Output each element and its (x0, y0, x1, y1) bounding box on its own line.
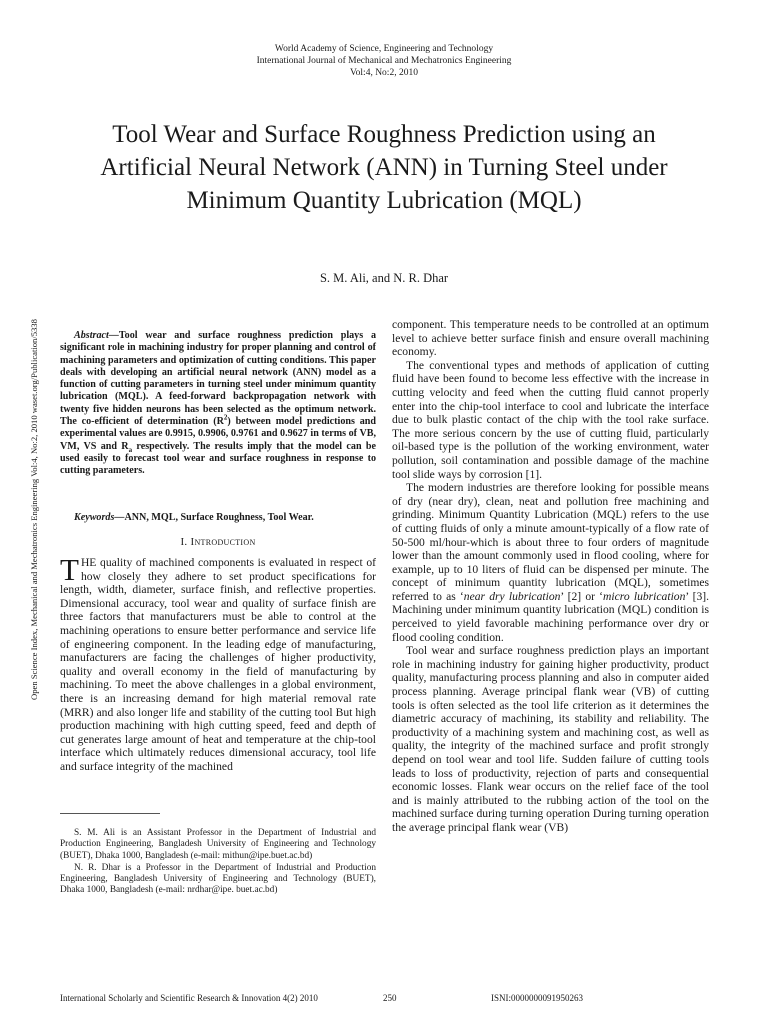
abstract-text: Tool wear and surface roughness prediction plays a significant role in machining industry for proper planning and control of machining parameters and optimization of cutting conditions. This paper deals with developing an artificial neural network (ANN) model as a function of cutting parameters in turning steel under minimum quantity lubrication (MQL). A feed-forward backpropagation network with twenty five hidden neurons has been selected as the optimum network. The co-efficient of determination (R (60, 330, 376, 428)
journal-subtitle: International Journal of Mechanical and Mechatronics Engineering (256, 56, 512, 66)
side-watermark-link[interactable]: Open Science Index, Mechanical and Mechatronics Engineering Vol:4, No:2, 2010 waset.org/Publication/5338 (29, 319, 39, 700)
footnote-divider (60, 813, 160, 814)
near-dry-lubrication-term: near dry lubrication (463, 589, 561, 603)
paragraph-tool-wear: Tool wear and surface roughness prediction plays an important role in machining industry for gaining higher productivity, product quality, manufacturing process planning and also in computer aided process planning. Average principal flank wear (VB) of cutting tools is often selected as the tool life criterion as it determines the diametric accuracy of machining, its stability and reliability. The productivity of a machining system and machining cost, as well as quality, the integrity of the machined surface and profit strongly depend on tool wear and tool life. Sudden failure of cutting tools leads to loss of productivity, rejection of parts and consequential economic losses. Flank wear occurs on the relief face of the tool and is mainly attributed to the rubbing action of the tool on the machined surface during turning operation During turning operation the average principal flank wear (VB) (392, 644, 709, 834)
paragraph-cutting-fluid: The conventional types and methods of application of cutting fluid have been found to become less effective with the increase in cutting velocity and feed when the cutting fluid cannot properly enter into the chip-tool interface to cool and lubricate the interface due to bulk plastic contact of the chip with the tool rake surface. The more serious concern by the use of cutting fluid, particularly oil-based type is the pollution of the working environment, water pollution, soil contamination and possible damage of the machine tool slide ways by corrosion [1]. (392, 358, 709, 481)
section-number: I. (180, 536, 188, 548)
introduction-body (60, 552, 376, 774)
right-column-body (392, 318, 709, 835)
footnotes (60, 828, 376, 898)
footer-publisher: International Scholarly and Scientific Research & Innovation 4(2) 2010 (60, 993, 318, 1003)
abstract-text-2: ) between model predictions and experimental values are 0.9915, 0.9906, 0.9761 and 0.9627 in terms of VB, VM, VS and R (60, 416, 376, 452)
keywords-label: Keywords— (74, 512, 125, 523)
ra-subscript: a (128, 445, 133, 454)
abstract-label: Abstract— (74, 330, 119, 341)
paper-authors: S. M. Ali, and N. R. Dhar (319, 271, 449, 285)
paragraph-mql (392, 481, 709, 644)
page-number: 250 (383, 993, 397, 1003)
footer-isni: ISNI:0000000091950263 (491, 993, 583, 1003)
section-heading (60, 536, 376, 548)
mql-text-2: ’ [2] or ‘ (560, 589, 604, 603)
micro-lubrication-term: micro lubrication (603, 589, 686, 603)
keywords-text: ANN, MQL, Surface Roughness, Tool Wear. (124, 512, 314, 523)
r-squared-superscript: 2 (223, 413, 228, 422)
keywords (60, 512, 376, 524)
section-title: Introduction (190, 536, 256, 548)
journal-volume: Vol:4, No:2, 2010 (350, 68, 418, 78)
footnote-2: N. R. Dhar is a Professor in the Department of Industrial and Production Engineering, Bangladesh University of Engineering and Technology (BUET), Dhaka 1000, Bangladesh (e-mail: nrdhar@ipe. buet.ac.bd) (60, 862, 376, 896)
intro-paragraph: HE quality of machined components is evaluated in respect of how closely they adhere to set product specifications for length, width, diameter, surface finish, and reflective properties. Dimensional accuracy, tool wear and quality of surface finish are three factors that manufacturers must be able to control at the machining operations to ensure better performance and service life of engineering component. In the leading edge of manufacturing, manufacturers are facing the challenges of higher productivity, quality and overall economy in the field of manufacturing by machining. To meet the above challenges in a global environment, there is an increasing demand for high material removal rate (MRR) and also longer life and stability of the cutting tool But high production machining with high cutting speed, feed and depth of cut generates large amount of heat and temperature at the chip-tool interface which ultimately reduces dimensional accuracy, tool life and surface integrity of the machined (60, 556, 376, 773)
drop-cap: T (60, 552, 79, 587)
footnote-1: S. M. Ali is an Assistant Professor in the Department of Industrial and Production Engineering, Bangladesh University of Engineering and Technology (BUET), Dhaka 1000, Bangladesh (e-mail: mithun@ipe.buet.ac.bd) (60, 828, 376, 861)
paper-title: Tool Wear and Surface Roughness Prediction using an Artificial Neural Network (ANN) in Turning Steel under Minimum Quantity Lubrication (MQL) (100, 121, 668, 214)
abstract (60, 330, 376, 478)
paragraph-continuation: component. This temperature needs to be controlled at an optimum level to achieve better surface finish and ensure overall machining economy. (392, 318, 709, 359)
mql-text-3: ’ [3]. Machining under minimum quantity lubrication (MQL) condition is perceived to yield favorable machining performance over dry or flood cooling condition. (392, 589, 709, 644)
abstract-text-3: respectively. The results imply that the model can be used easily to forecast tool wear and surface roughness in response to cutting parameters. (60, 440, 376, 477)
mql-text-1: The modern industries are therefore looking for possible means of dry (near dry), clean, neat and pollution free machining and grinding. Minimum Quantity Lubrication (MQL) refers to the use of cutting fluids of only a minute amount-typically of a flow rate of 50-500 ml/hour-which is about three to four orders of magnitude lower than the amount commonly used in flood cooling, where for example, up to 10 liters of fluid can be dispensed per minute. The concept of minimum quantity lubrication (MQL), sometimes referred to as ‘ (392, 481, 709, 603)
journal-name: World Academy of Science, Engineering and Technology (274, 44, 494, 54)
